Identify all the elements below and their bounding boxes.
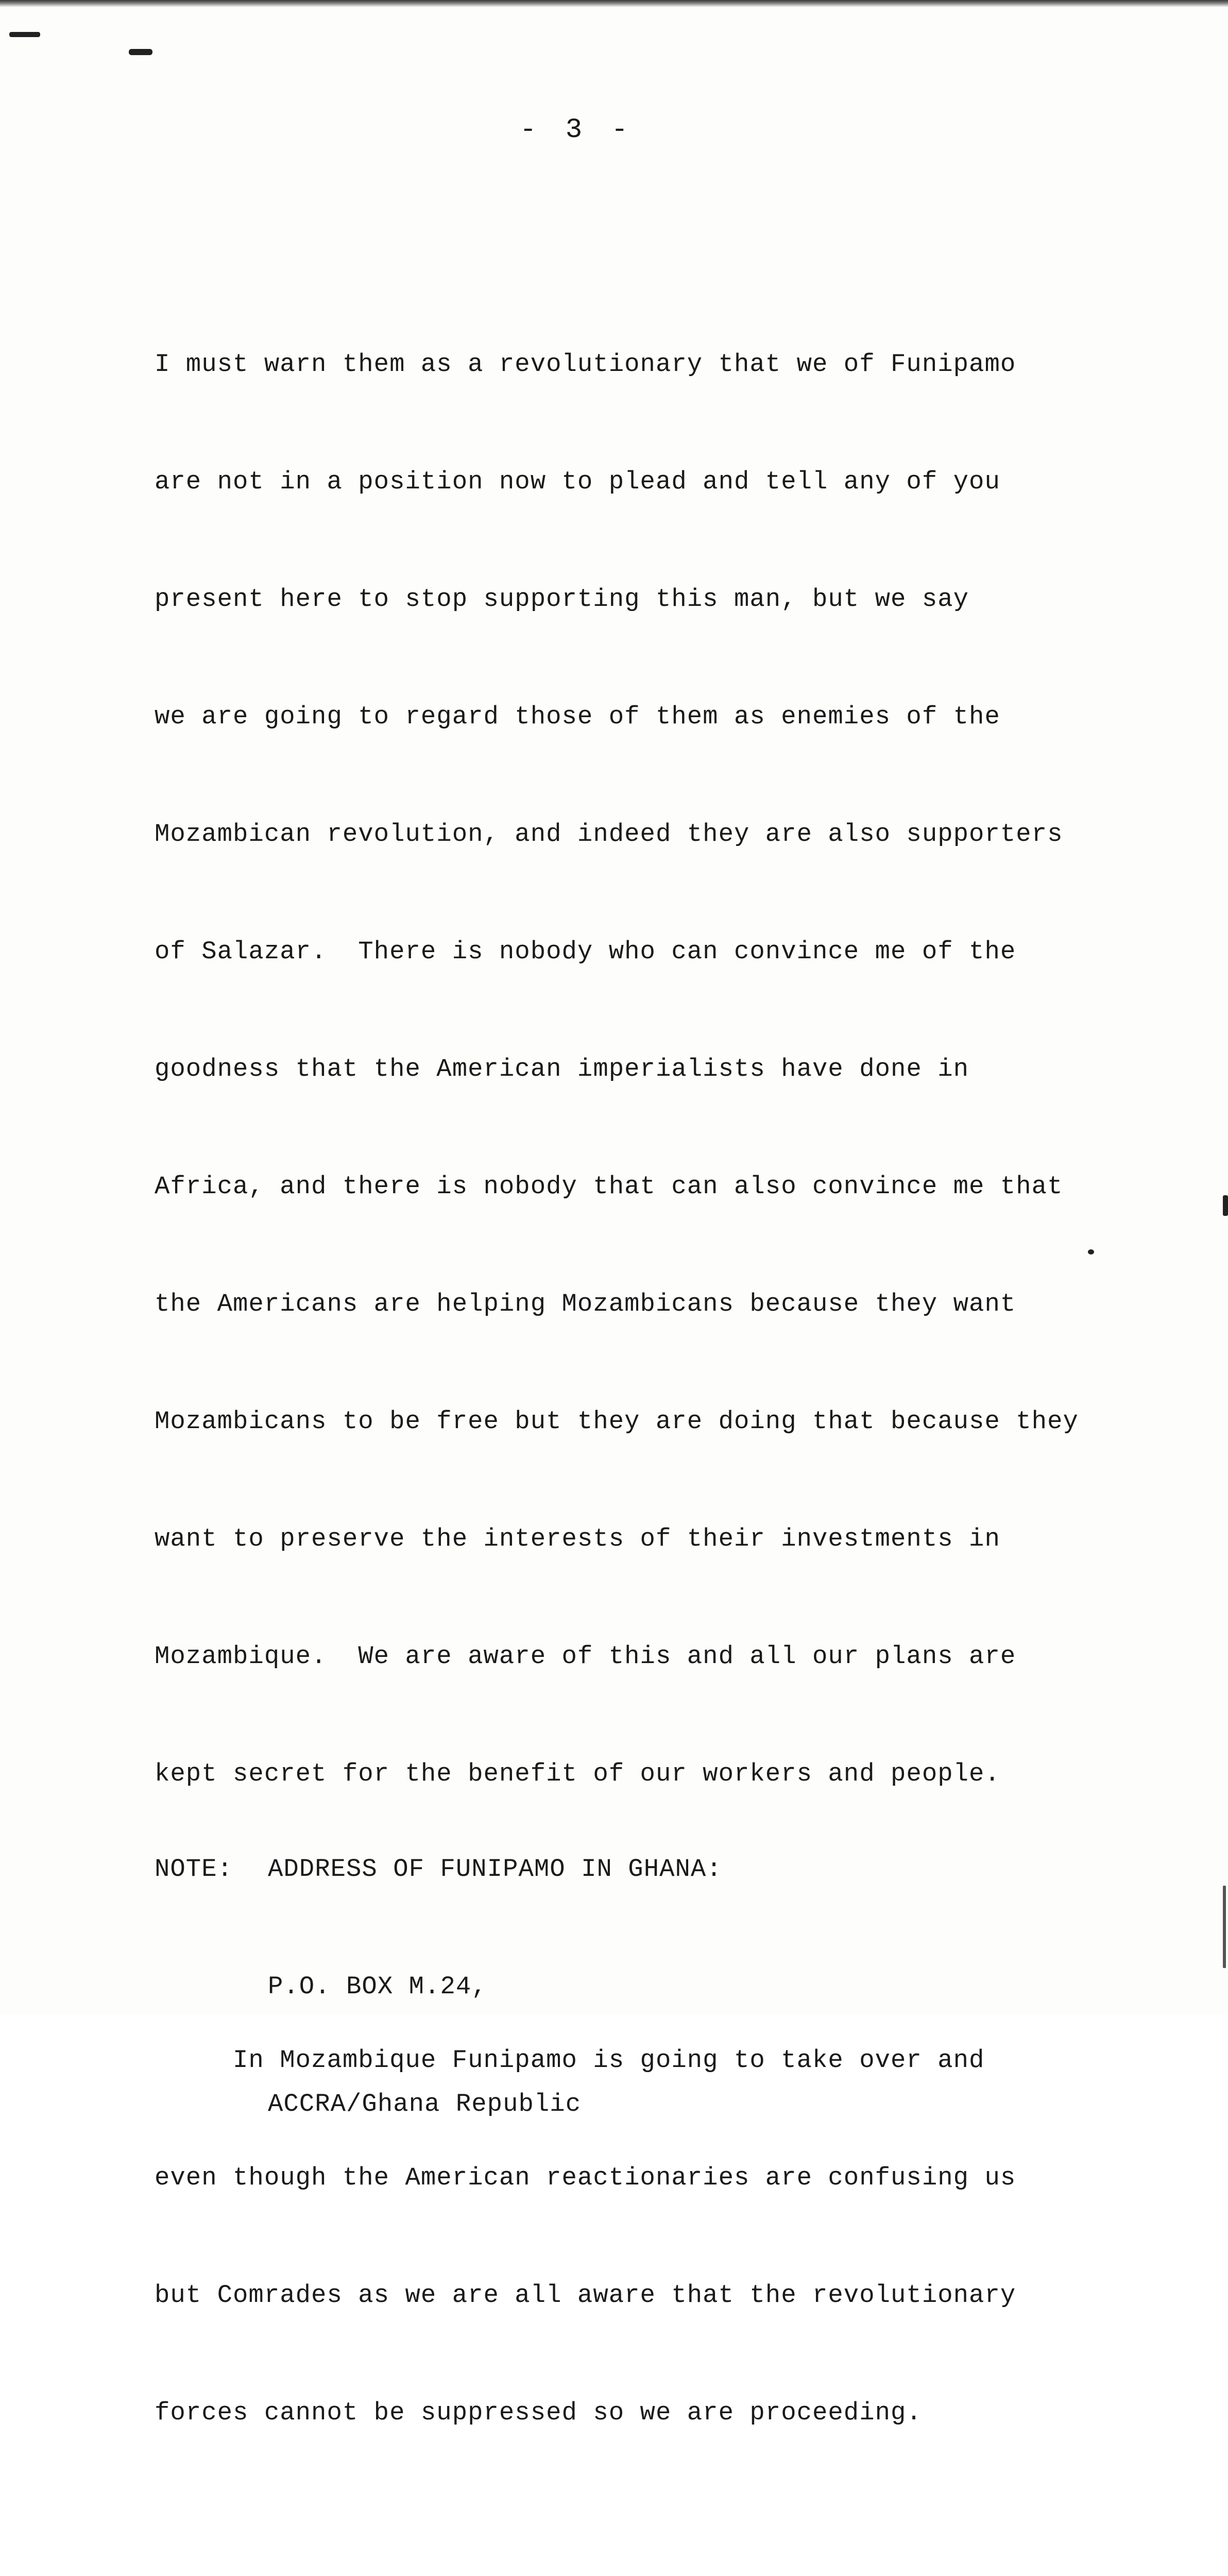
text-line: Mozambican revolution, and indeed they are also supporters (155, 820, 1063, 849)
scan-speck (1223, 1886, 1226, 1968)
address-note (155, 1771, 1082, 2202)
text-line: we are going to regard those of them as enemies of the (155, 702, 1000, 731)
text-line: Africa, and there is nobody that can also convince me that (155, 1172, 1063, 1201)
text-line: Mozambicans to be free but they are doing that because they (155, 1407, 1079, 1436)
text-line: are not in a position now to plead and tell any of you (155, 467, 1000, 496)
note-line: P.O. BOX M.24, (268, 1972, 487, 2001)
text-line: In Mozambique Funipamo is going to take over and (155, 2046, 985, 2075)
page-number: - 3 - (519, 114, 635, 146)
note-label: NOTE: (155, 1855, 233, 1884)
paragraph (155, 266, 1113, 1872)
text-line: goodness that the American imperialists have done in (155, 1055, 969, 1083)
text-line: present here to stop supporting this man, but we say (155, 585, 969, 614)
scan-top-edge (0, 0, 1228, 7)
scan-speck (9, 32, 40, 37)
text-line: even though the American reactionaries are confusing us (155, 2163, 1016, 2192)
text-line: the Americans are helping Mozambicans because they want (155, 1290, 1016, 1318)
scan-speck (1223, 1195, 1228, 1216)
note-line: ADDRESS OF FUNIPAMO IN GHANA: (268, 1855, 722, 1884)
text-line: Mozambique. We are aware of this and all our plans are (155, 1642, 1016, 1671)
text-line: forces cannot be suppressed so we are proceeding. (155, 2398, 922, 2427)
note-first-row (155, 1850, 1082, 1889)
text-line: I must warn them as a revolutionary that we of Funipamo (155, 350, 1016, 379)
text-line: of Salazar. There is nobody who can convince me of the (155, 937, 1016, 966)
letter-body (155, 188, 1113, 2576)
scan-speck (129, 49, 152, 55)
note-line: ACCRA/Ghana Republic (268, 2090, 582, 2119)
text-line: want to preserve the interests of their investments in (155, 1524, 1000, 1553)
text-line: but Comrades as we are all aware that the revolutionary (155, 2281, 1016, 2310)
text-line: kept secret for the benefit of our workers and people. (155, 1759, 1000, 1788)
